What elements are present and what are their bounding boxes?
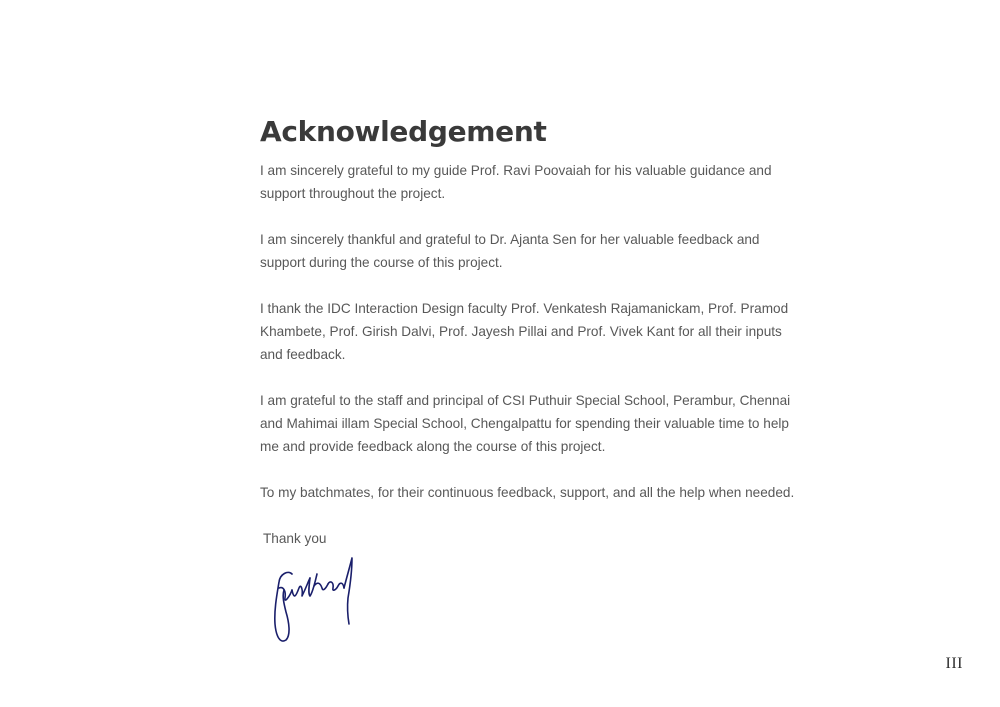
paragraph-batchmates: To my batchmates, for their continuous feedback, support, and all the help when needed.	[260, 485, 795, 500]
paragraph-feedback: I am sincerely thankful and grateful to Dr. Ajanta Sen for her valuable feedback and support during the course of this project.	[260, 232, 760, 270]
signature-image	[262, 552, 362, 648]
page-title: Acknowledgement	[260, 115, 547, 148]
page-number: III	[945, 655, 963, 672]
paragraph-guide: I am sincerely grateful to my guide Prof. Ravi Poovaiah for his valuable guidance and support throughout the project.	[260, 163, 772, 201]
closing-text: Thank you	[263, 531, 327, 546]
acknowledgement-section	[260, 114, 800, 550]
paragraph-faculty: I thank the IDC Interaction Design faculty Prof. Venkatesh Rajamanickam, Prof. Pramod Khambete, Prof. Girish Dalvi, Prof. Jayesh Pillai and Prof. Vivek Kant for all their inputs and feedback.	[260, 301, 789, 362]
paragraph-schools: I am grateful to the staff and principal of CSI Puthuir Special School, Perambur, Chennai and Mahimai illam Special School, Chengalpattu for spending their valuable time to help me and provide feedback along the course of this project.	[260, 393, 791, 454]
